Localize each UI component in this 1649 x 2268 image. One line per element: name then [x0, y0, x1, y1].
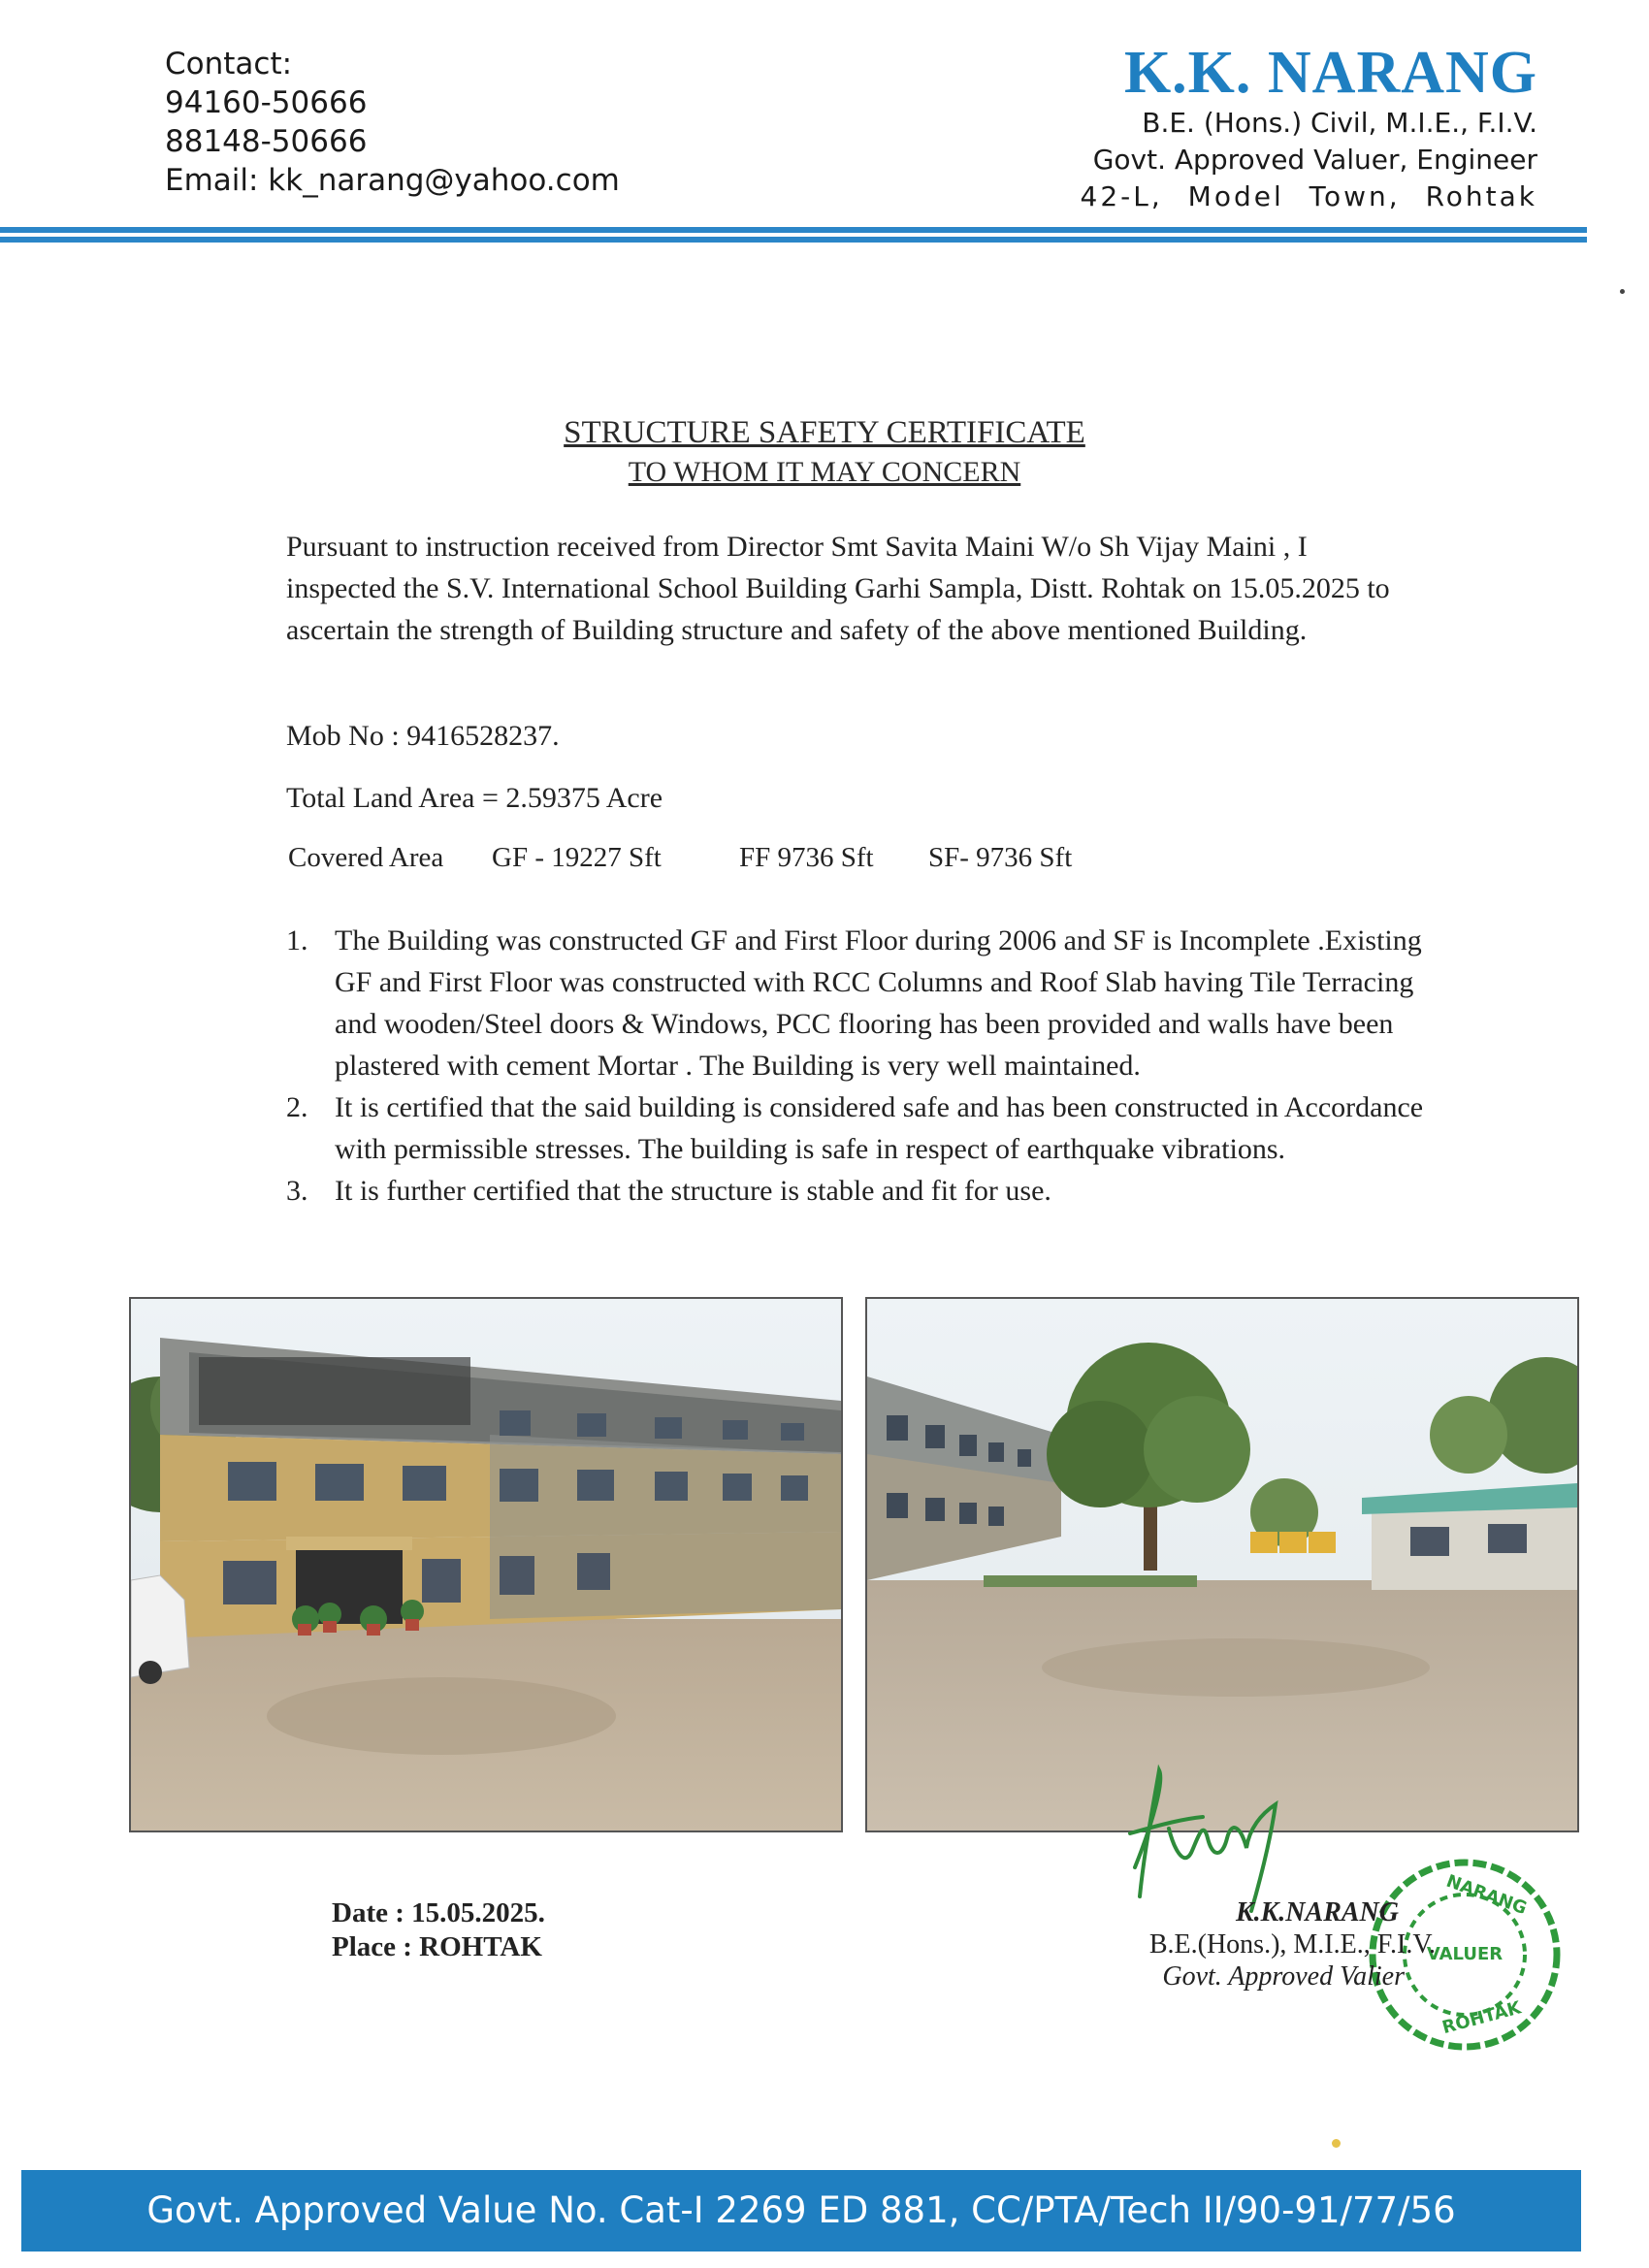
covered-area-label: Covered Area	[288, 842, 444, 873]
building-photo-front	[129, 1297, 843, 1832]
signatory-qualifications: B.E.(Hons.), M.I.E., F.I.V.	[1148, 1929, 1436, 1960]
company-name: K.K. NARANG	[1123, 40, 1537, 106]
stray-mark	[1620, 289, 1625, 294]
footer-bar	[21, 2170, 1581, 2252]
svg-text:ROHTAK: ROHTAK	[1439, 1997, 1524, 2039]
certificate-subtitle: TO WHOM IT MAY CONCERN	[628, 456, 1021, 488]
signature-icon	[1116, 1761, 1295, 1916]
mobile-number: Mob No : 9416528237.	[286, 720, 560, 752]
intro-paragraph: Pursuant to instruction received from Director Smt Savita Maini W/o Sh Vijay Maini , I inspected the S.V. International School Building Garhi Sampla, Distt. Rohtak on 15.05.2025 to ascertain the strength of Building structure and safety of the above mentioned Building.	[286, 531, 1390, 646]
date-place-block	[332, 1896, 545, 1964]
phone-1: 94160-50666	[165, 85, 368, 120]
list-item	[286, 920, 1426, 1086]
list-text: It is further certified that the structure is stable and fit for use.	[335, 1175, 1051, 1207]
list-number: 1.	[286, 924, 308, 956]
certificate-place: Place : ROHTAK	[332, 1931, 542, 1962]
svg-text:VALUER: VALUER	[1426, 1944, 1504, 1964]
contact-block	[165, 45, 620, 200]
list-number: 3.	[286, 1175, 308, 1207]
stray-mark	[1332, 2139, 1341, 2148]
footer-registration-text: Govt. Approved Value No. Cat-I 2269 ED 881, CC/PTA/Tech II/90-91/77/56	[146, 2189, 1456, 2231]
points-list	[286, 920, 1426, 1212]
contact-label: Contact:	[165, 47, 293, 81]
letterhead-brand	[1081, 41, 1537, 215]
list-item	[286, 1086, 1426, 1170]
list-item	[286, 1170, 1426, 1212]
certificate-date: Date : 15.05.2025.	[332, 1897, 545, 1928]
signatory-name: K.K.NARANG	[1235, 1897, 1399, 1928]
certificate-title: STRUCTURE SAFETY CERTIFICATE	[564, 415, 1085, 450]
building-photo-courtyard	[865, 1297, 1579, 1832]
covered-gf: GF - 19227 Sft	[492, 842, 662, 873]
signatory-block	[1086, 1896, 1436, 1993]
designation: Govt. Approved Valuer, Engineer	[1092, 144, 1537, 176]
address: 42-L, Model Town, Rohtak	[1080, 180, 1537, 212]
header-rule-bottom	[0, 237, 1587, 243]
covered-ff: FF 9736 Sft	[739, 842, 874, 873]
header-rule-top	[0, 227, 1587, 233]
qualifications: B.E. (Hons.) Civil, M.I.E., F.I.V.	[1142, 107, 1537, 139]
total-land-area: Total Land Area = 2.59375 Acre	[286, 782, 663, 814]
email: Email: kk_narang@yahoo.com	[165, 163, 620, 198]
list-text: It is certified that the said building is considered safe and has been constructed in Accordance with permissible stresses. The building is safe in respect of earthquake vibrations.	[335, 1091, 1424, 1165]
signatory-title: Govt. Approved Valier	[1162, 1961, 1405, 1992]
svg-text:NARANG: NARANG	[1443, 1870, 1530, 1920]
phone-2: 88148-50666	[165, 124, 368, 159]
covered-sf: SF- 9736 Sft	[928, 842, 1073, 873]
list-text: The Building was constructed GF and First Floor during 2006 and SF is Incomplete .Existing GF and First Floor was constructed with RCC Columns and Roof Slab having Tile Terracing and wooden/Steel doors & Windows, PCC flooring has been provided and walls have been plastered with cement Mortar . The Building is very well maintained.	[335, 924, 1422, 1082]
list-number: 2.	[286, 1091, 308, 1123]
